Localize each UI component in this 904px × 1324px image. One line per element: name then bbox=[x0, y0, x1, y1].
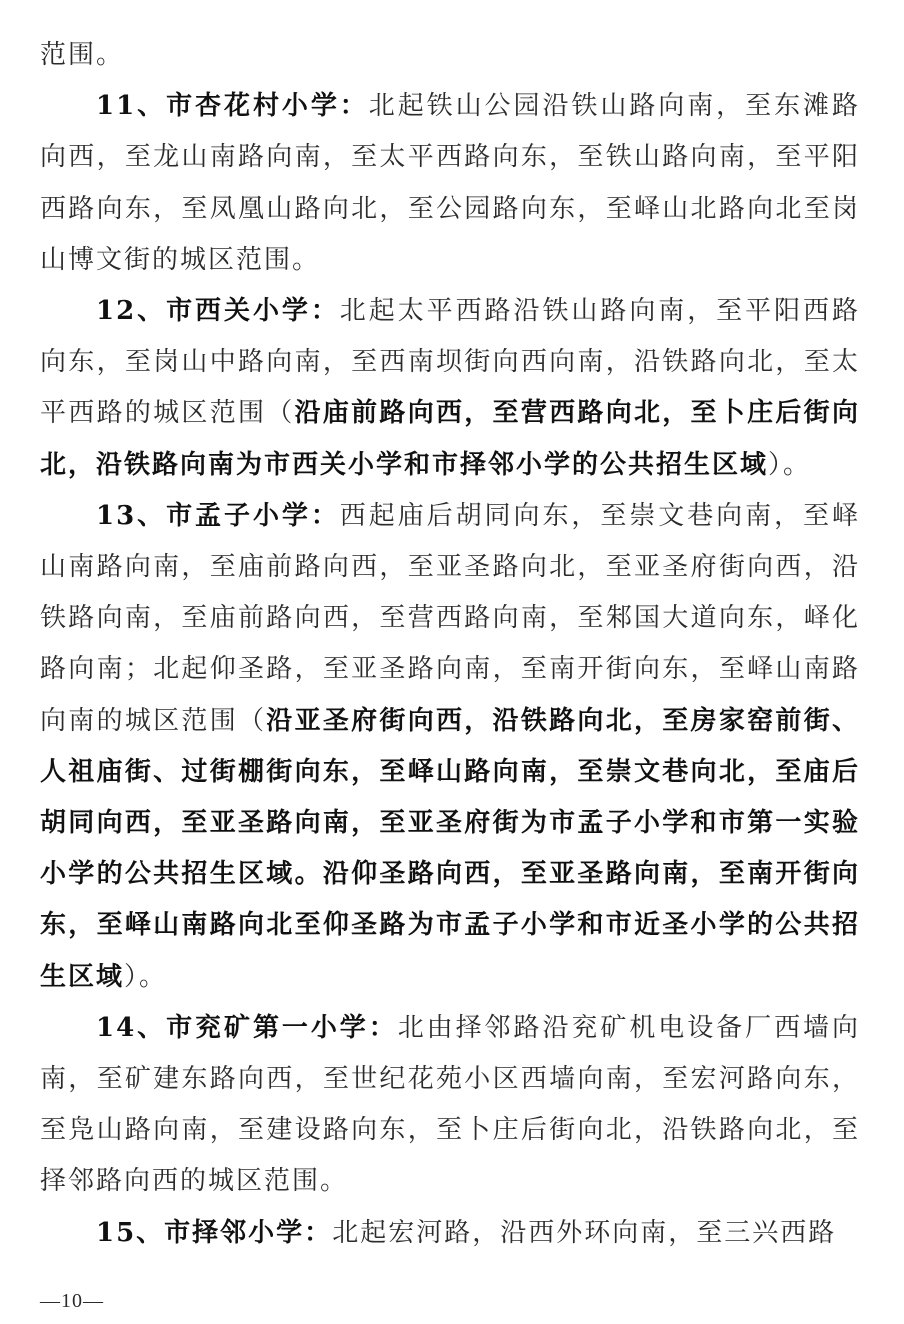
section-12-shared-zone: 沿庙前路向西，至营西路向北，至卜庄后街向北，沿铁路向南为市西关小学和市择邻小学的公共招生区域 bbox=[40, 398, 860, 480]
document-body bbox=[40, 30, 860, 1259]
section-11-heading: 11、市杏花村小学： bbox=[96, 91, 369, 122]
section-11 bbox=[40, 81, 860, 286]
section-11-body: 北起铁山公园沿铁山路向南，至东滩路向西，至龙山南路向南，至太平西路向东，至铁山路向南，至平阳西路向东，至凤凰山路向北，至公园路向东，至峄山北路向北至岗山博文街的城区范围。 bbox=[40, 91, 860, 275]
section-13 bbox=[40, 491, 860, 1003]
section-15-heading: 15、市择邻小学： bbox=[96, 1217, 333, 1248]
section-13-heading: 13、市孟子小学： bbox=[96, 500, 340, 531]
continuation-line: 范围。 bbox=[40, 40, 125, 70]
section-13-tail: ）。 bbox=[124, 961, 168, 992]
section-13-shared-zone: 沿亚圣府街向西，沿铁路向北，至房家窑前街、人祖庙街、过街棚街向东，至峄山路向南，至崇文巷向北，至庙后胡同向西，至亚圣路向南，至亚圣府街为市孟子小学和市第一实验小学的公共招生区域。沿仰圣路向西，至亚圣路向南，至南开街向东，至峄山南路向北至仰圣路为市孟子小学和市近圣小学的公共招生区域 bbox=[40, 705, 860, 992]
page-number: —10— bbox=[40, 1290, 104, 1312]
section-12 bbox=[40, 286, 860, 491]
section-12-tail: ）。 bbox=[768, 449, 812, 480]
section-15-body: 北起宏河路，沿西外环向南，至三兴西路 bbox=[332, 1217, 837, 1248]
section-12-heading: 12、市西关小学： bbox=[96, 296, 340, 327]
section-14 bbox=[40, 1003, 860, 1208]
section-14-body: 北由择邻路沿兖矿机电设备厂西墙向南，至矿建东路向西，至世纪花苑小区西墙向南，至宏河路向东，至凫山路向南，至建设路向东，至卜庄后街向北，沿铁路向北，至择邻路向西的城区范围。 bbox=[40, 1012, 860, 1197]
section-15 bbox=[40, 1208, 860, 1259]
section-12-body: 北起太平西路沿铁山路向南，至平阳西路向东，至岗山中路向南，至西南坝街向西向南，沿铁路向北，至太平西路的城区范围（ bbox=[40, 296, 860, 429]
section-13-body: 西起庙后胡同向东，至崇文巷向南，至峄山南路向南，至庙前路向西，至亚圣路向北，至亚圣府街向西，沿铁路向南，至庙前路向西，至营西路向南，至邾国大道向东，峄化路向南；北起仰圣路，至亚圣路向南，至南开街向东，至峄山南路向南的城区范围（ bbox=[40, 500, 860, 736]
section-14-heading: 14、市兖矿第一小学： bbox=[96, 1012, 398, 1043]
